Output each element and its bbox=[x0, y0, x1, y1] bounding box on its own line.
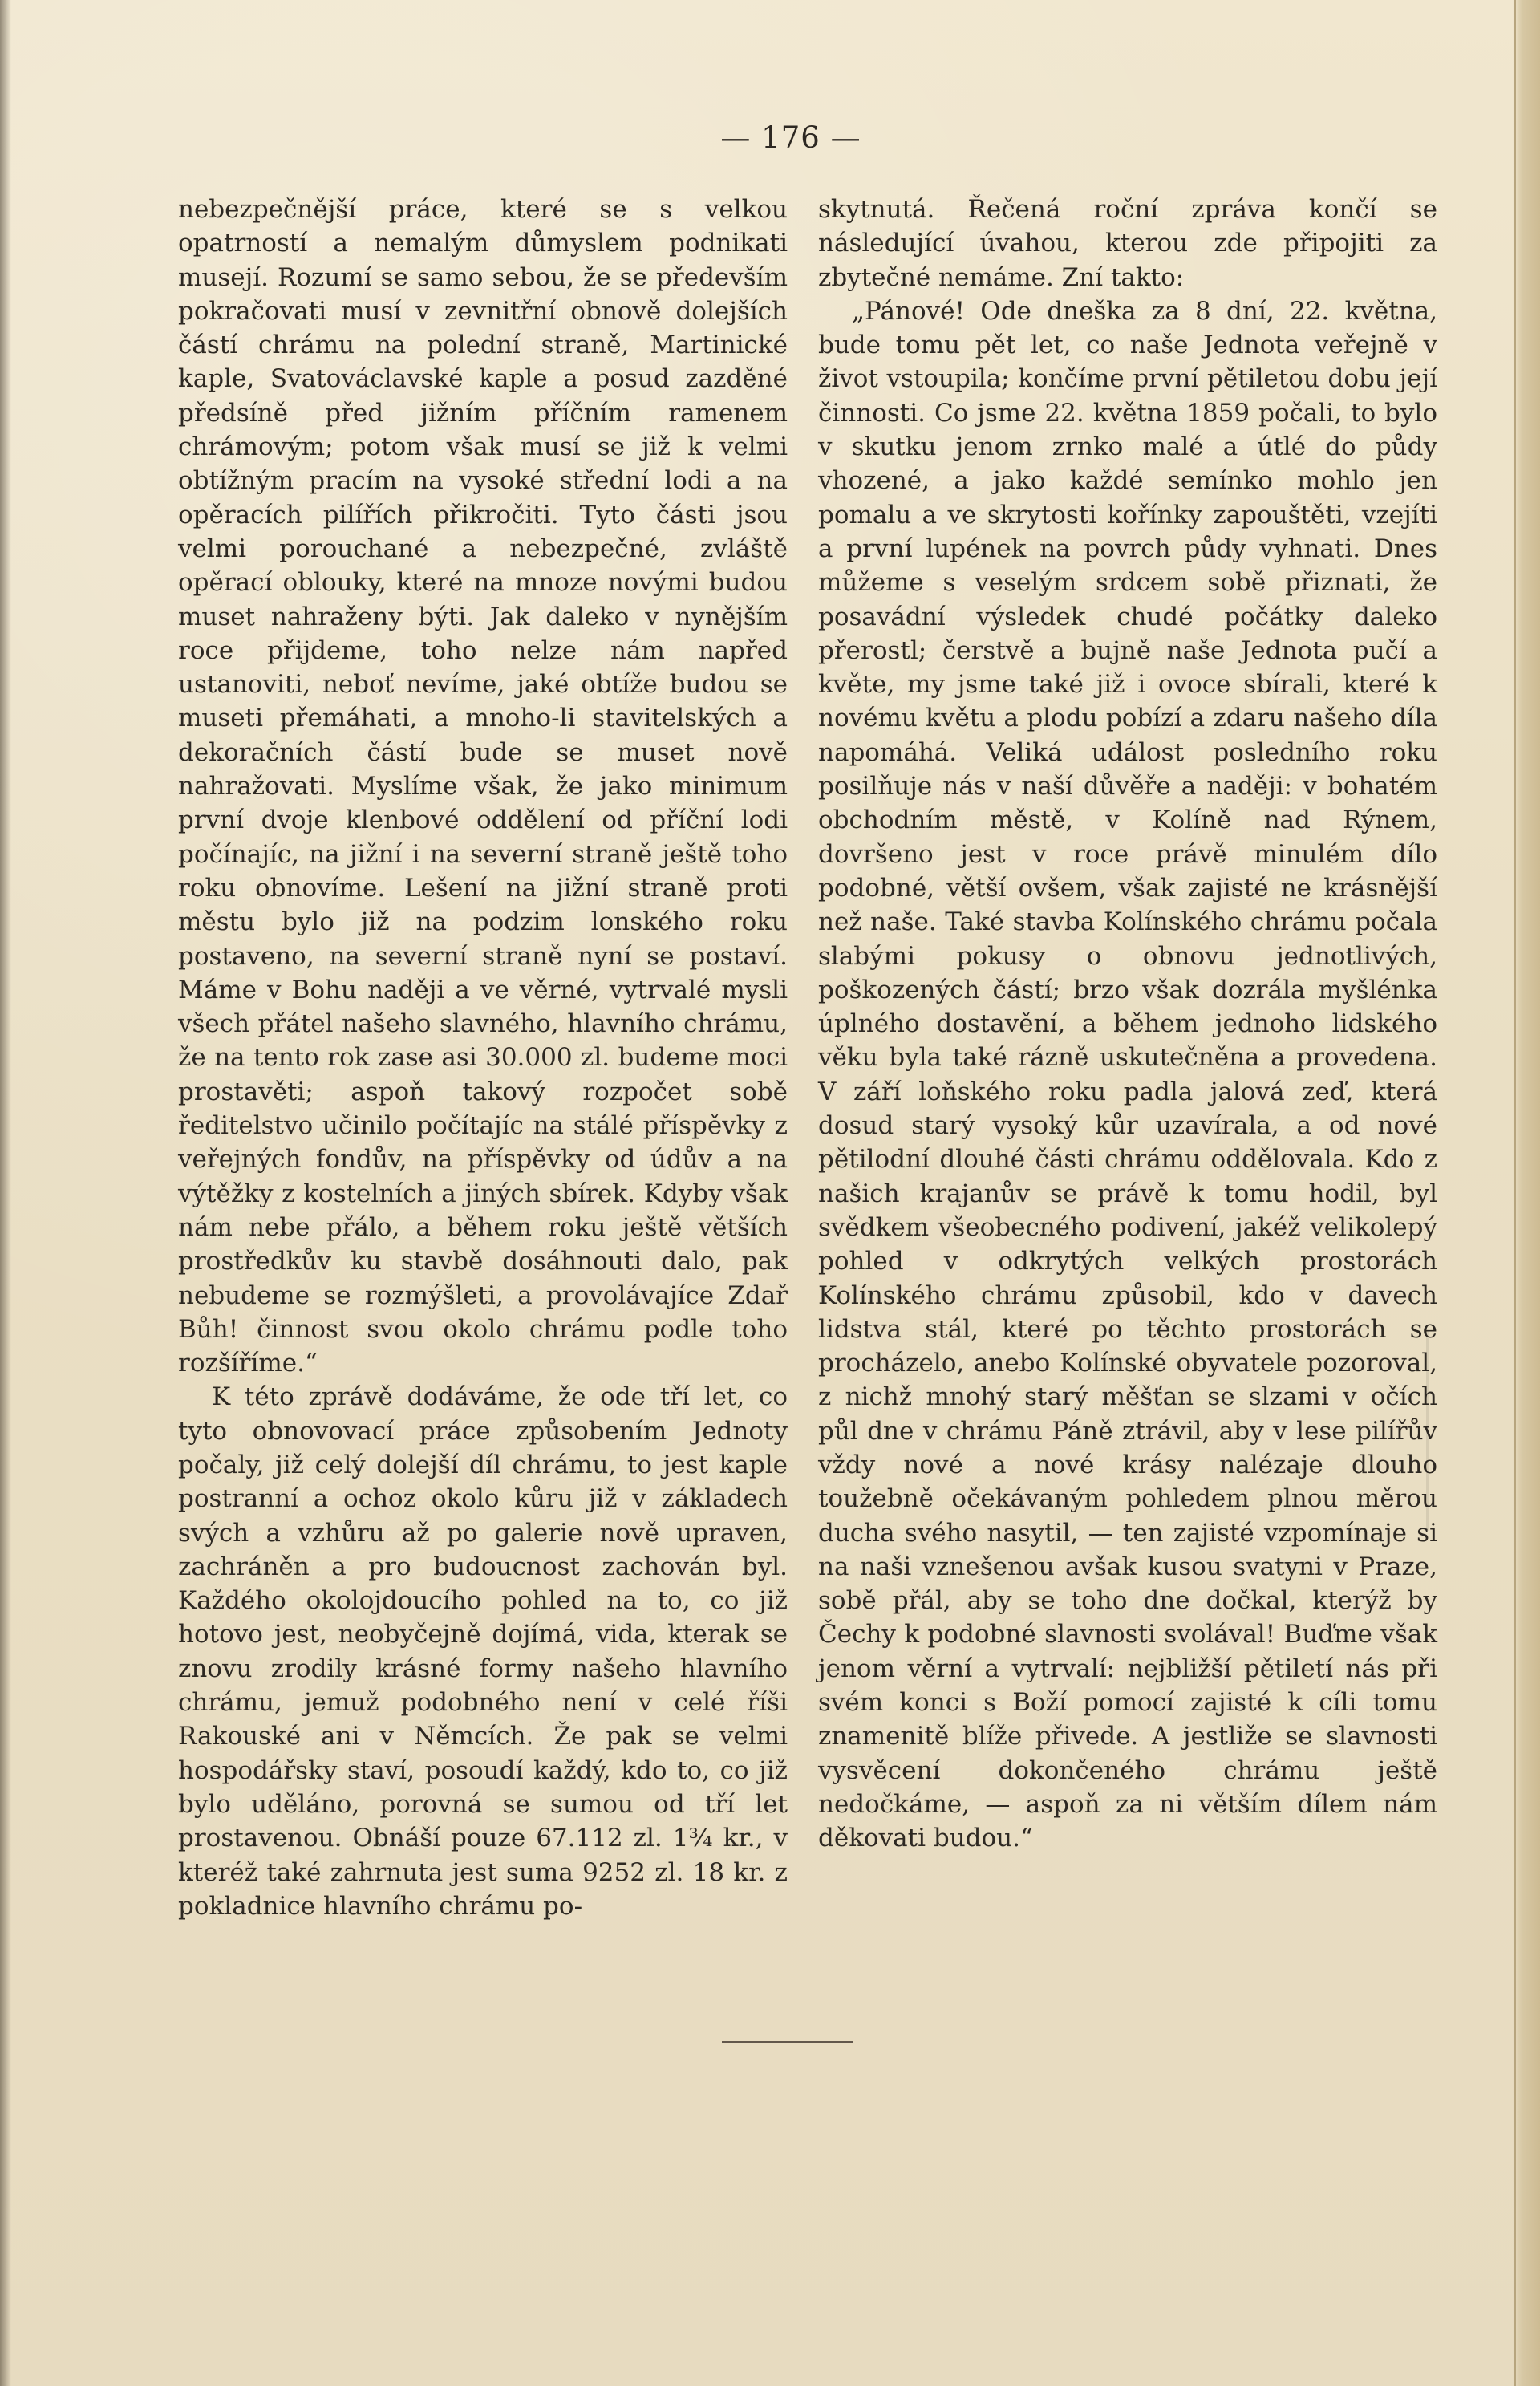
right-paragraph-1: skytnutá. Řečená roční zpráva končí se následující úvahou, kterou zde připojiti za zbytečné nemáme. Zní takto: bbox=[818, 195, 1437, 292]
bottom-rule bbox=[722, 2041, 853, 2043]
left-paragraph-1: nebezpečnější práce, které se s velkou opatrností a nemalým důmyslem podnikati musejí. Rozumí se samo sebou, že se především pokračovati musí v zevnitřní obnově dolejších částí chrámu na polední straně, Martinické kaple, Svatováclavské kaple a posud zazděné předsíně před jižním příčním ramenem chrámovým; potom však musí se již k velmi obtížným pracím na vysoké střední lodi a na opěracích pilířích přikročiti. Tyto části jsou velmi porouchané a nebezpečné, zvláště opěrací oblouky, které na mnoze novými budou muset nahraženy býti. Jak daleko v nynějším roce přijdeme, toho nelze nám napřed ustanoviti, neboť nevíme, jaké obtíže budou se museti přemáhati, a mnoho-li stavitelských a dekoračních částí bude se muset nově nahražovati. Myslíme však, že jako minimum první dvoje klenbové oddělení od příční lodi počínajíc, na jižní i na severní straně ještě toho roku obnovíme. Lešení na jižní straně proti městu bylo již na podzim lonského roku postaveno, na severní straně nyní se postaví. Máme v Bohu naději a ve věrné, vytrvalé mysli všech přátel našeho slavného, hlavního chrámu, že na tento rok zase asi 30.000 zl. budeme moci prostavěti; aspoň takový rozpočet sobě ředitelstvo učinilo počítajíc na stálé příspěvky z veřejných fondův, na příspěvky od údův a na výtěžky z kostelních a jiných sbírek. Kdyby však nám nebe přálo, a během roku ještě větších prostředkův ku stavbě dosáhnouti dalo, pak nebudeme se rozmýšleti, a provolávajíce Zdař Bůh! činnost svou okolo chrámu podle toho rozšíříme.“ bbox=[178, 195, 788, 1378]
page-right-edge bbox=[1513, 0, 1540, 2386]
page-number: — 176 — bbox=[720, 120, 861, 155]
left-paragraph-2: K této zprávě dodáváme, že ode tří let, co tyto obnovovací práce způsobením Jednoty počaly, již celý dolejší díl chrámu, to jest kaple postranní a ochoz okolo kůru již v základech svých a vzhůru až po galerie nově upraven, zachráněn a pro budoucnost zachován byl. Každého okolojdoucího pohled na to, co již hotovo jest, neobyčejně dojímá, vida, kterak se znovu zrodily krásné formy našeho hlavního chrámu, jemuž podobného není v celé říši Rakouské ani v Němcích. Že pak se velmi hospodářsky staví, posoudí každý, kdo to, co již bylo uděláno, porovná se sumou od tří let prostavenou. Obnáší pouze 67.112 zl. 1¾ kr., v kteréž také zahrnuta jest suma 9252 zl. 18 kr. z pokladnice hlavního chrámu po- bbox=[178, 1382, 788, 1921]
right-column bbox=[818, 193, 1437, 1856]
right-paragraph-2: „Pánové! Ode dneška za 8 dní, 22. května, bude tomu pět let, co naše Jednota veřejně v život vstoupila; končíme první pětiletou dobu její činnosti. Co jsme 22. května 1859 počali, to bylo v skutku jenom zrnko malé a útlé do půdy vhozené, a jako každé semínko mohlo jen pomalu a ve skrytosti kořínky zapouštěti, vzejíti a první lupének na povrch půdy vyhnati. Dnes můžeme s veselým srdcem sobě přiznati, že posavádní výsledek chudé počátky daleko přerostl; čerstvě a bujně naše Jednota pučí a květe, my jsme také již i ovoce sbírali, které k novému květu a plodu pobízí a zdaru našeho díla napomáhá. Veliká událost posledního roku posilňuje nás v naší důvěře a naději: v bohatém obchodním městě, v Kolíně nad Rýnem, dovršeno jest v roce právě minulém dílo podobné, větší ovšem, však zajisté ne krásnější než naše. Také stavba Kolínského chrámu počala slabými pokusy o obnovu jednotlivých, poškozených částí; brzo však dozrála myšlénka úplného dostavění, a během jednoho lidského věku byla také rázně uskutečněna a provedena. V září loňského roku padla jalová zeď, která dosud starý vysoký kůr uzavírala, a od nové pětilodní dlouhé části chrámu oddělovala. Kdo z našich krajanův se právě k tomu hodil, byl svědkem všeobecného podivení, jakéž velikolepý pohled v odkrytých velkých prostorách Kolínského chrámu způsobil, kdo v davech lidstva stál, které po těchto prostorách se procházelo, anebo Kolínské obyvatele pozoroval, z nichž mnohý starý měšťan se slzami v očích půl dne v chrámu Páně ztrávil, aby v lese pilířův vždy nové a nové krásy nalézaje dlouho toužebně očekávaným pohledem plnou měrou ducha svého nasytil, — ten zajisté vzpomínaje si na naši vznešenou avšak kusou svatyni v Praze, sobě přál, aby se toho dne dočkal, kterýž by Čechy k podobné slavnosti svolával! Buďme však jenom věrní a vytrvalí: nejbližší pětiletí nás při svém konci s Boží pomocí zajisté k cíli tomu znamenitě blíže přivede. A jestliže se slavnosti vysvěcení dokončeného chrámu ještě nedočkáme, — aspoň za ni větším dílem nám děkovati budou.“ bbox=[818, 296, 1437, 1853]
left-column bbox=[178, 193, 788, 1923]
page-edge-line bbox=[1514, 0, 1516, 2386]
page-left-shadow bbox=[0, 0, 11, 2386]
